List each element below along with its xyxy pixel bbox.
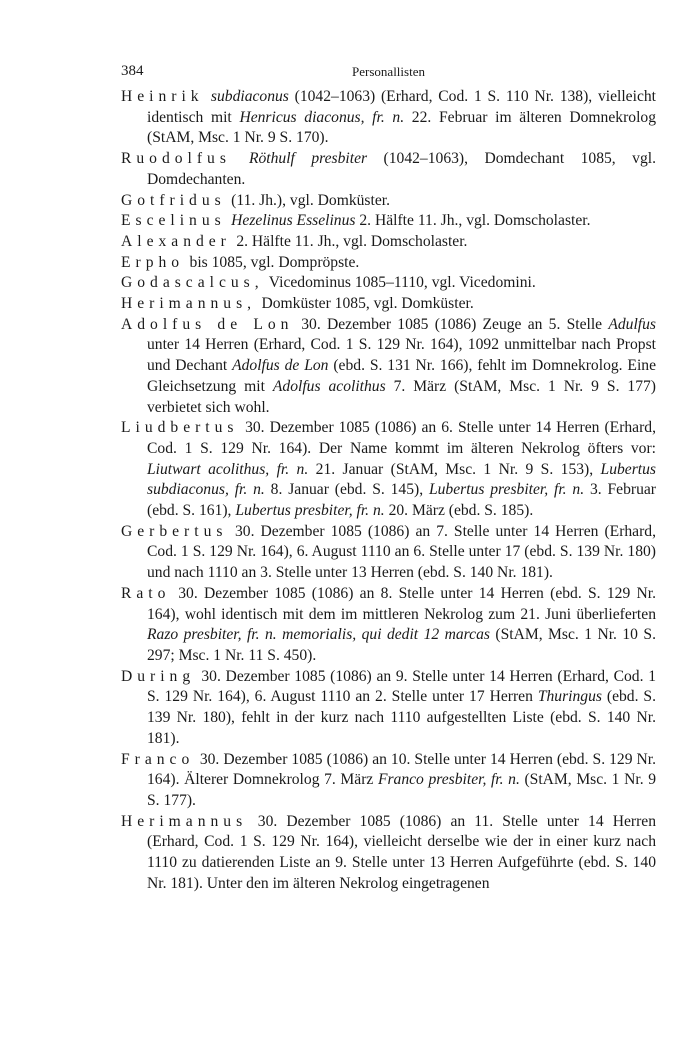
entry-name: Godascalcus, xyxy=(121,274,264,292)
latin-citation: subdiaconus xyxy=(210,88,289,105)
latin-citation: Franco presbiter, fr. n. xyxy=(377,771,520,789)
entry-text: 22. Februar im älteren Domnekrolog (StAM, Msc. 1 Nr. 9 S. 170). xyxy=(147,108,656,147)
entry-text: 30. Dezember 1085 (1086) an 7. Stelle unter 14 Herren (Erhard, Cod. 1 S. 129 Nr. 164), 6. August 1110 an 6. Stelle unter 17 (ebd. S. 139 Nr. 180) und nach 1110 an 3. Stelle unter 13 Herren (ebd. S. 140 Nr. 181). xyxy=(147,522,656,582)
entry-text: (11. Jh.), vgl. Domküster. xyxy=(231,191,390,209)
entry-text: 30. Dezember 1085 (1086) an 9. Stelle unter 14 Herren (Erhard, Cod. 1 S. 129 Nr. 164), 6. August 1110 an 2. Stelle unter 17 Herren xyxy=(147,667,656,706)
entry-text: 7. März (StAM, Msc. 1 Nr. 9 S. 177) verbietet sich wohl. xyxy=(147,377,656,416)
entry-text: bis 1085, vgl. Dompröpste. xyxy=(189,253,360,271)
entry-text: unter 14 Herren (Erhard, Cod. 1 S. 129 Nr. 164), 1092 unmittelbar nach Propst und Dechant xyxy=(147,336,656,375)
entry-text: (StAM, Msc. 1 Nr. 9 S. 177). xyxy=(147,771,657,809)
latin-citation: Lubertus presbiter, fr. n. xyxy=(428,481,585,499)
entry-name: Escelinus xyxy=(121,212,226,230)
entry-text: 2. Hälfte 11. Jh., vgl. Domscholaster. xyxy=(355,212,591,230)
entry xyxy=(121,253,656,274)
latin-citation: Lubertus presbiter, fr. n. xyxy=(235,502,385,520)
entry-name: Gerbertus xyxy=(121,522,228,540)
latin-citation: Adolfus acolithus xyxy=(272,377,386,395)
entry-text: 30. Dezember 1085 (1086) an 8. Stelle unter 14 Herren (ebd. S. 129 Nr. 164), wohl identisch mit dem im mittleren Nekrolog zum 21. Juni überlieferten xyxy=(147,584,656,623)
entry-name: Ruodolfus xyxy=(121,150,231,168)
entry xyxy=(121,315,656,419)
entry-text: 3. Februar (ebd. S. 161), xyxy=(147,481,656,520)
entry xyxy=(121,812,656,895)
entry-text: 21. Januar (StAM, Msc. 1 Nr. 9 S. 153), xyxy=(308,460,601,478)
entry-text: (ebd. S. 139 Nr. 180), fehlt in der kurz nach 1110 aufgestellten Liste (ebd. S. 140 Nr. 181). xyxy=(147,688,656,747)
entry xyxy=(121,191,656,212)
entry-text: (1042–1063), Domdechant 1085, vgl. Domdechanten. xyxy=(147,150,657,188)
entry xyxy=(121,522,656,584)
entry xyxy=(121,418,656,522)
entry-name: Herimannus, xyxy=(121,295,257,313)
entry xyxy=(121,87,656,149)
latin-citation: Adulfus xyxy=(608,315,656,333)
entry xyxy=(121,273,656,294)
entry xyxy=(121,750,656,812)
entry-list xyxy=(121,87,656,894)
entry-text: (ebd. S. 131 Nr. 166), fehlt im Domnekrolog. Eine Gleichsetzung mit xyxy=(147,357,657,395)
entry xyxy=(121,211,656,232)
entry-name: Franco xyxy=(121,750,195,768)
entry-text: (StAM, Msc. 1 Nr. 10 S. 297; Msc. 1 Nr. 11 S. 450). xyxy=(147,626,656,664)
entry-text: 30. Dezember 1085 (1086) an 11. Stelle unter 14 Herren (Erhard, Cod. 1 S. 129 Nr. 164), vielleicht derselbe wie der in einer kurz nach 1110 zu datierenden Liste an 9. Stelle unter 13 Herren Aufgeführte (ebd. S. 140 Nr. 181). Unter den im älteren Nekrolog eingetragenen xyxy=(147,812,656,892)
entry-text: Vicedominus 1085–1110, vgl. Vicedomini. xyxy=(268,274,536,292)
entry-name: Gotfridus xyxy=(121,191,226,209)
running-title: Personallisten xyxy=(352,64,425,79)
entry xyxy=(121,667,656,750)
entry-text: 8. Januar (ebd. S. 145), xyxy=(264,481,429,499)
entry-name: Rato xyxy=(121,584,171,602)
latin-citation: Lubertus subdiaconus, fr. n. xyxy=(147,460,656,499)
latin-citation: Thuringus xyxy=(537,688,602,706)
latin-citation: Hezelinus Esselinus xyxy=(231,212,356,230)
page-header xyxy=(121,63,656,83)
latin-citation: Liutwart acolithus, fr. n. xyxy=(147,460,309,478)
latin-citation: Razo presbiter, fr. n. memorialis, qui dedit 12 marcas xyxy=(147,626,490,644)
entry-name: Liudbertus xyxy=(121,419,239,437)
entry-name: Adolfus de Lon xyxy=(121,315,294,333)
entry-text: 30. Dezember 1085 (1086) an 6. Stelle unter 14 Herren (Erhard, Cod. 1 S. 129 Nr. 164). Der Name kommt im älteren Nekrolog öfters vor: xyxy=(147,419,656,457)
latin-citation: Röthulf presbiter xyxy=(248,150,368,168)
entry-name: Alexander xyxy=(121,232,231,250)
page-number: 384 xyxy=(121,63,144,79)
entry-text: 2. Hälfte 11. Jh., vgl. Domscholaster. xyxy=(236,232,468,250)
latin-citation: Adolfus de Lon xyxy=(232,357,329,375)
entry-text: Domküster 1085, vgl. Domküster. xyxy=(261,295,474,313)
entry-text: 20. März (ebd. S. 185). xyxy=(384,502,534,520)
entry xyxy=(121,584,656,667)
entry xyxy=(121,149,656,190)
entry xyxy=(121,232,656,253)
entry-name: Erpho xyxy=(121,253,185,271)
entry-name: Heinrik xyxy=(121,88,204,105)
entry-name: During xyxy=(121,667,196,685)
entry-text: (1042–1063) (Erhard, Cod. 1 S. 110 Nr. 138), vielleicht identisch mit xyxy=(147,88,656,126)
entry xyxy=(121,294,656,315)
entry-text: 30. Dezember 1085 (1086) an 10. Stelle unter 14 Herren (ebd. S. 129 Nr. 164). Älterer Domnekrolog 7. März xyxy=(147,750,656,789)
latin-citation: Henricus diaconus, fr. n. xyxy=(239,108,405,126)
entry-name: Herimannus xyxy=(121,812,248,830)
entry-text: 30. Dezember 1085 (1086) Zeuge an 5. Stelle xyxy=(301,315,609,333)
